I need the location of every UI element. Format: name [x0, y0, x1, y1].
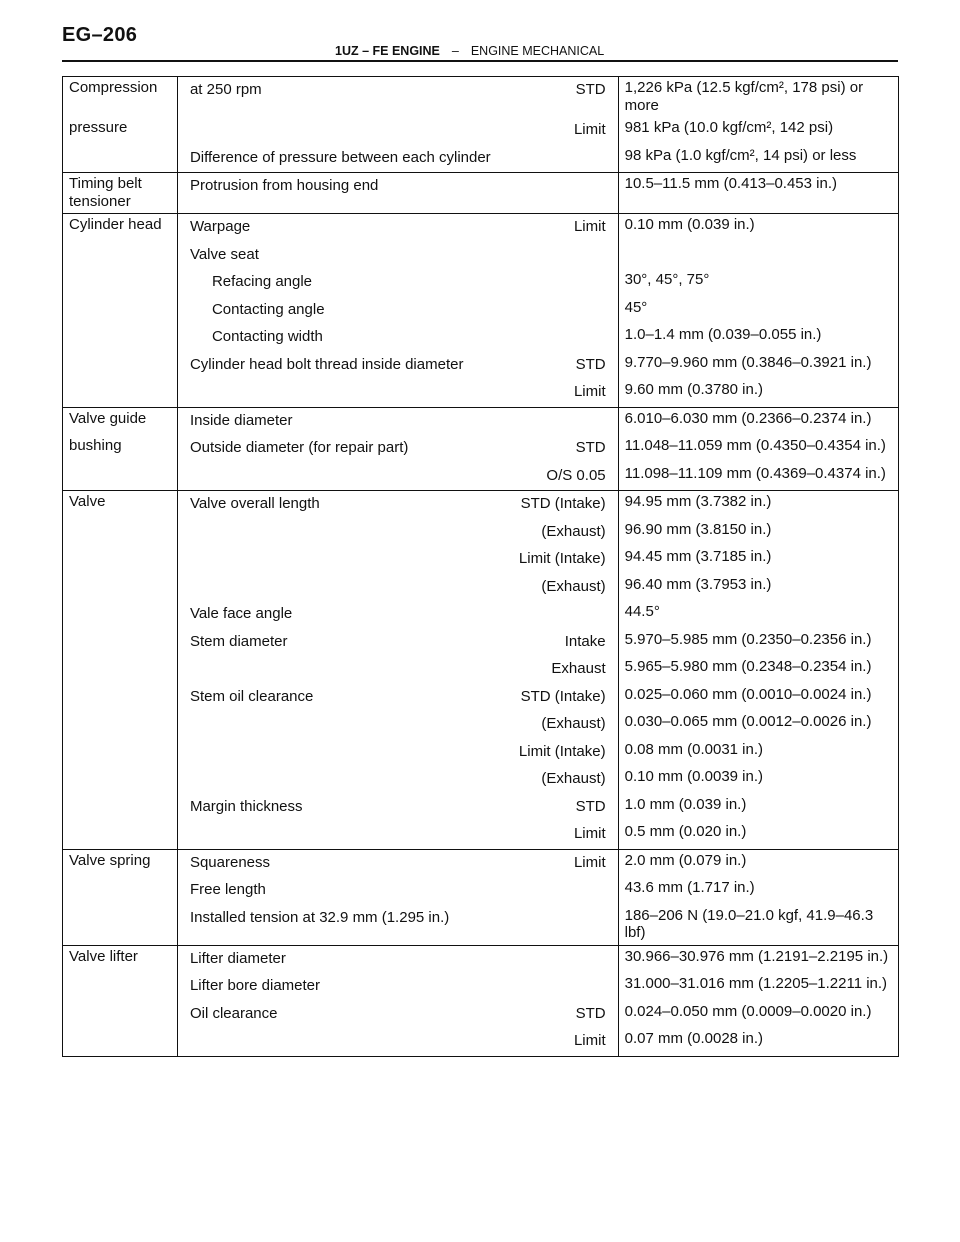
- qualifier-cell: [596, 881, 606, 899]
- item-cell: Valve lifter: [63, 945, 178, 973]
- value-cell: 981 kPa (10.0 kgf/cm², 142 psi): [618, 117, 898, 145]
- qualifier-cell: [596, 950, 606, 968]
- item-cell: [63, 352, 178, 380]
- item-cell: [63, 877, 178, 905]
- description-cell: Stem oil clearance: [189, 687, 314, 705]
- item-cell: [63, 1001, 178, 1029]
- table-row: [63, 877, 899, 905]
- item-cell: [63, 297, 178, 325]
- table-row: [63, 324, 899, 352]
- value-cell: 1.0–1.4 mm (0.039–0.055 in.): [618, 324, 898, 352]
- table-row: [63, 546, 899, 574]
- spec-table: [62, 76, 899, 1057]
- table-row: [63, 945, 899, 973]
- item-cell: [63, 1028, 178, 1056]
- value-cell: 43.6 mm (1.717 in.): [618, 877, 898, 905]
- value-cell: 94.45 mm (3.7185 in.): [618, 546, 898, 574]
- table-row: [63, 739, 899, 767]
- table-row: [63, 821, 899, 849]
- qualifier-cell: [596, 605, 606, 623]
- group-valve-guide-bushing: [63, 407, 899, 491]
- item-cell: [63, 656, 178, 684]
- value-cell: 30°, 45°, 75°: [618, 269, 898, 297]
- section-title: ENGINE MECHANICAL: [470, 44, 605, 58]
- table-row: [63, 435, 899, 463]
- description-cell: Squareness: [189, 853, 271, 871]
- description-cell: Stem diameter: [189, 632, 288, 650]
- qualifier-cell: STD: [575, 439, 606, 456]
- value-cell: 1.0 mm (0.039 in.): [618, 794, 898, 822]
- value-cell: 11.048–11.059 mm (0.4350–0.4354 in.): [618, 435, 898, 463]
- description-cell: Difference of pressure between each cylinder: [189, 148, 491, 166]
- value-cell: 0.07 mm (0.0028 in.): [618, 1028, 898, 1056]
- description-cell: Lifter diameter: [189, 949, 286, 967]
- qualifier-cell: [596, 301, 606, 319]
- qualifier-cell: [596, 328, 606, 346]
- item-cell: pressure: [63, 117, 178, 145]
- item-cell: [63, 601, 178, 629]
- table-row: [63, 117, 899, 145]
- qualifier-cell: (Exhaust): [541, 577, 606, 595]
- item-cell: [63, 574, 178, 602]
- item-cell: [63, 269, 178, 297]
- table-row: [63, 463, 899, 491]
- qualifier-cell: Exhaust: [551, 660, 606, 677]
- item-cell: [63, 546, 178, 574]
- qualifier-cell: Limit (Intake): [518, 550, 606, 567]
- qualifier-cell: [596, 177, 606, 195]
- qualifier-cell: STD: [575, 1004, 606, 1022]
- table-row: [63, 269, 899, 297]
- value-cell: 0.024–0.050 mm (0.0009–0.0020 in.): [618, 1001, 898, 1029]
- value-cell: 2.0 mm (0.079 in.): [618, 849, 898, 877]
- description-cell: Lifter bore diameter: [189, 977, 321, 994]
- table-row: [63, 794, 899, 822]
- item-cell: [63, 463, 178, 491]
- value-cell: 0.030–0.065 mm (0.0012–0.0026 in.): [618, 711, 898, 739]
- qualifier-cell: [596, 909, 606, 927]
- description-cell: Inside diameter: [189, 411, 293, 429]
- description-cell: Protrusion from housing end: [189, 177, 379, 194]
- value-cell: 5.970–5.985 mm (0.2350–0.2356 in.): [618, 629, 898, 657]
- group-compression-pressure: [63, 77, 899, 173]
- value-cell: 96.90 mm (3.8150 in.): [618, 519, 898, 547]
- item-cell: [63, 519, 178, 547]
- table-row: [63, 629, 899, 657]
- engine-code: 1UZ – FE ENGINE: [335, 44, 440, 58]
- table-row: [63, 297, 899, 325]
- item-cell: Timing belt tensioner: [63, 173, 178, 214]
- value-cell: 5.965–5.980 mm (0.2348–0.2354 in.): [618, 656, 898, 684]
- description-cell: Vale face angle: [189, 605, 293, 622]
- item-cell: [63, 794, 178, 822]
- item-cell: [63, 324, 178, 352]
- value-cell: 0.08 mm (0.0031 in.): [618, 739, 898, 767]
- qualifier-cell: [596, 149, 606, 167]
- qualifier-cell: STD (Intake): [520, 687, 606, 705]
- table-row: [63, 491, 899, 519]
- value-cell: 1,226 kPa (12.5 kgf/cm², 178 psi) or more: [618, 77, 898, 118]
- description-cell: Margin thickness: [189, 797, 303, 815]
- page-number: EG–206: [62, 24, 138, 46]
- description-cell: Contacting angle: [211, 300, 325, 318]
- table-row: [63, 77, 899, 118]
- item-cell: [63, 145, 178, 173]
- value-cell: 186–206 N (19.0–21.0 kgf, 41.9–46.3 lbf): [618, 905, 898, 946]
- item-cell: [63, 711, 178, 739]
- item-cell: bushing: [63, 435, 178, 463]
- running-header: [335, 44, 604, 58]
- item-cell: [63, 766, 178, 794]
- description-cell: Refacing angle: [211, 273, 313, 290]
- description-cell: at 250 rpm: [189, 81, 262, 98]
- item-cell: Compression: [63, 77, 178, 118]
- value-cell: 96.40 mm (3.7953 in.): [618, 574, 898, 602]
- table-row: [63, 379, 899, 407]
- table-row: [63, 905, 899, 946]
- table-row: [63, 766, 899, 794]
- qualifier-cell: STD (Intake): [520, 495, 606, 512]
- value-cell: 6.010–6.030 mm (0.2366–0.2374 in.): [618, 407, 898, 435]
- value-cell: 44.5°: [618, 601, 898, 629]
- item-cell: [63, 739, 178, 767]
- description-cell: Valve overall length: [189, 495, 320, 512]
- table-row: [63, 684, 899, 712]
- description-cell: Contacting width: [211, 328, 323, 345]
- group-valve: [63, 491, 899, 850]
- value-cell: 9.60 mm (0.3780 in.): [618, 379, 898, 407]
- table-row: [63, 407, 899, 435]
- table-row: [63, 973, 899, 1001]
- table-row: [63, 711, 899, 739]
- table-row: [63, 849, 899, 877]
- table-row: [63, 1001, 899, 1029]
- value-cell: 11.098–11.109 mm (0.4369–0.4374 in.): [618, 463, 898, 491]
- table-row: [63, 656, 899, 684]
- qualifier-cell: (Exhaust): [541, 770, 606, 787]
- qualifier-cell: O/S 0.05: [546, 466, 606, 484]
- value-cell: 31.000–31.016 mm (1.2205–1.2211 in.): [618, 973, 898, 1001]
- qualifier-cell: [596, 977, 606, 995]
- value-cell: 30.966–30.976 mm (1.2191–2.2195 in.): [618, 945, 898, 973]
- qualifier-cell: STD: [575, 355, 606, 373]
- group-cylinder-head: [63, 214, 899, 408]
- item-cell: [63, 684, 178, 712]
- value-cell: [618, 242, 898, 270]
- group-valve-lifter: [63, 945, 899, 1056]
- value-cell: 98 kPa (1.0 kgf/cm², 14 psi) or less: [618, 145, 898, 173]
- qualifier-cell: (Exhaust): [541, 522, 606, 540]
- qualifier-cell: Limit: [573, 1032, 606, 1049]
- qualifier-cell: Limit: [573, 383, 606, 400]
- qualifier-cell: [596, 246, 606, 264]
- qualifier-cell: Intake: [564, 632, 606, 650]
- item-cell: Valve: [63, 491, 178, 519]
- item-cell: Cylinder head: [63, 214, 178, 242]
- value-cell: 94.95 mm (3.7382 in.): [618, 491, 898, 519]
- table-row: [63, 519, 899, 547]
- qualifier-cell: STD: [575, 797, 606, 815]
- table-row: [63, 352, 899, 380]
- description-cell: Cylinder head bolt thread inside diameter: [189, 355, 464, 373]
- item-cell: [63, 379, 178, 407]
- qualifier-cell: [596, 273, 606, 291]
- header-rule: [62, 60, 898, 62]
- value-cell: 0.5 mm (0.020 in.): [618, 821, 898, 849]
- qualifier-cell: STD: [575, 81, 606, 98]
- qualifier-cell: (Exhaust): [541, 715, 606, 732]
- value-cell: 9.770–9.960 mm (0.3846–0.3921 in.): [618, 352, 898, 380]
- description-cell: Free length: [189, 881, 266, 898]
- value-cell: 0.10 mm (0.0039 in.): [618, 766, 898, 794]
- item-cell: [63, 629, 178, 657]
- table-row: [63, 1028, 899, 1056]
- item-cell: [63, 973, 178, 1001]
- item-cell: Valve spring: [63, 849, 178, 877]
- group-timing-belt-tensioner: [63, 173, 899, 214]
- table-row: [63, 145, 899, 173]
- description-cell: Installed tension at 32.9 mm (1.295 in.): [189, 908, 450, 926]
- header-separator: –: [451, 44, 459, 58]
- item-cell: [63, 821, 178, 849]
- value-cell: 45°: [618, 297, 898, 325]
- group-valve-spring: [63, 849, 899, 945]
- value-cell: 0.025–0.060 mm (0.0010–0.0024 in.): [618, 684, 898, 712]
- qualifier-cell: Limit: [573, 853, 606, 871]
- qualifier-cell: Limit: [573, 825, 606, 842]
- table-row: [63, 574, 899, 602]
- item-cell: [63, 242, 178, 270]
- table-row: [63, 214, 899, 242]
- table-row: [63, 242, 899, 270]
- qualifier-cell: [596, 412, 606, 430]
- description-cell: Outside diameter (for repair part): [189, 439, 409, 456]
- qualifier-cell: Limit (Intake): [518, 742, 606, 760]
- value-cell: 10.5–11.5 mm (0.413–0.453 in.): [618, 173, 898, 214]
- description-cell: Oil clearance: [189, 1004, 278, 1022]
- table-row: [63, 601, 899, 629]
- description-cell: Warpage: [189, 218, 251, 235]
- item-cell: Valve guide: [63, 407, 178, 435]
- table-row: [63, 173, 899, 214]
- qualifier-cell: Limit: [573, 121, 606, 138]
- value-cell: 0.10 mm (0.039 in.): [618, 214, 898, 242]
- description-cell: Valve seat: [189, 245, 259, 263]
- item-cell: [63, 905, 178, 946]
- qualifier-cell: Limit: [573, 218, 606, 235]
